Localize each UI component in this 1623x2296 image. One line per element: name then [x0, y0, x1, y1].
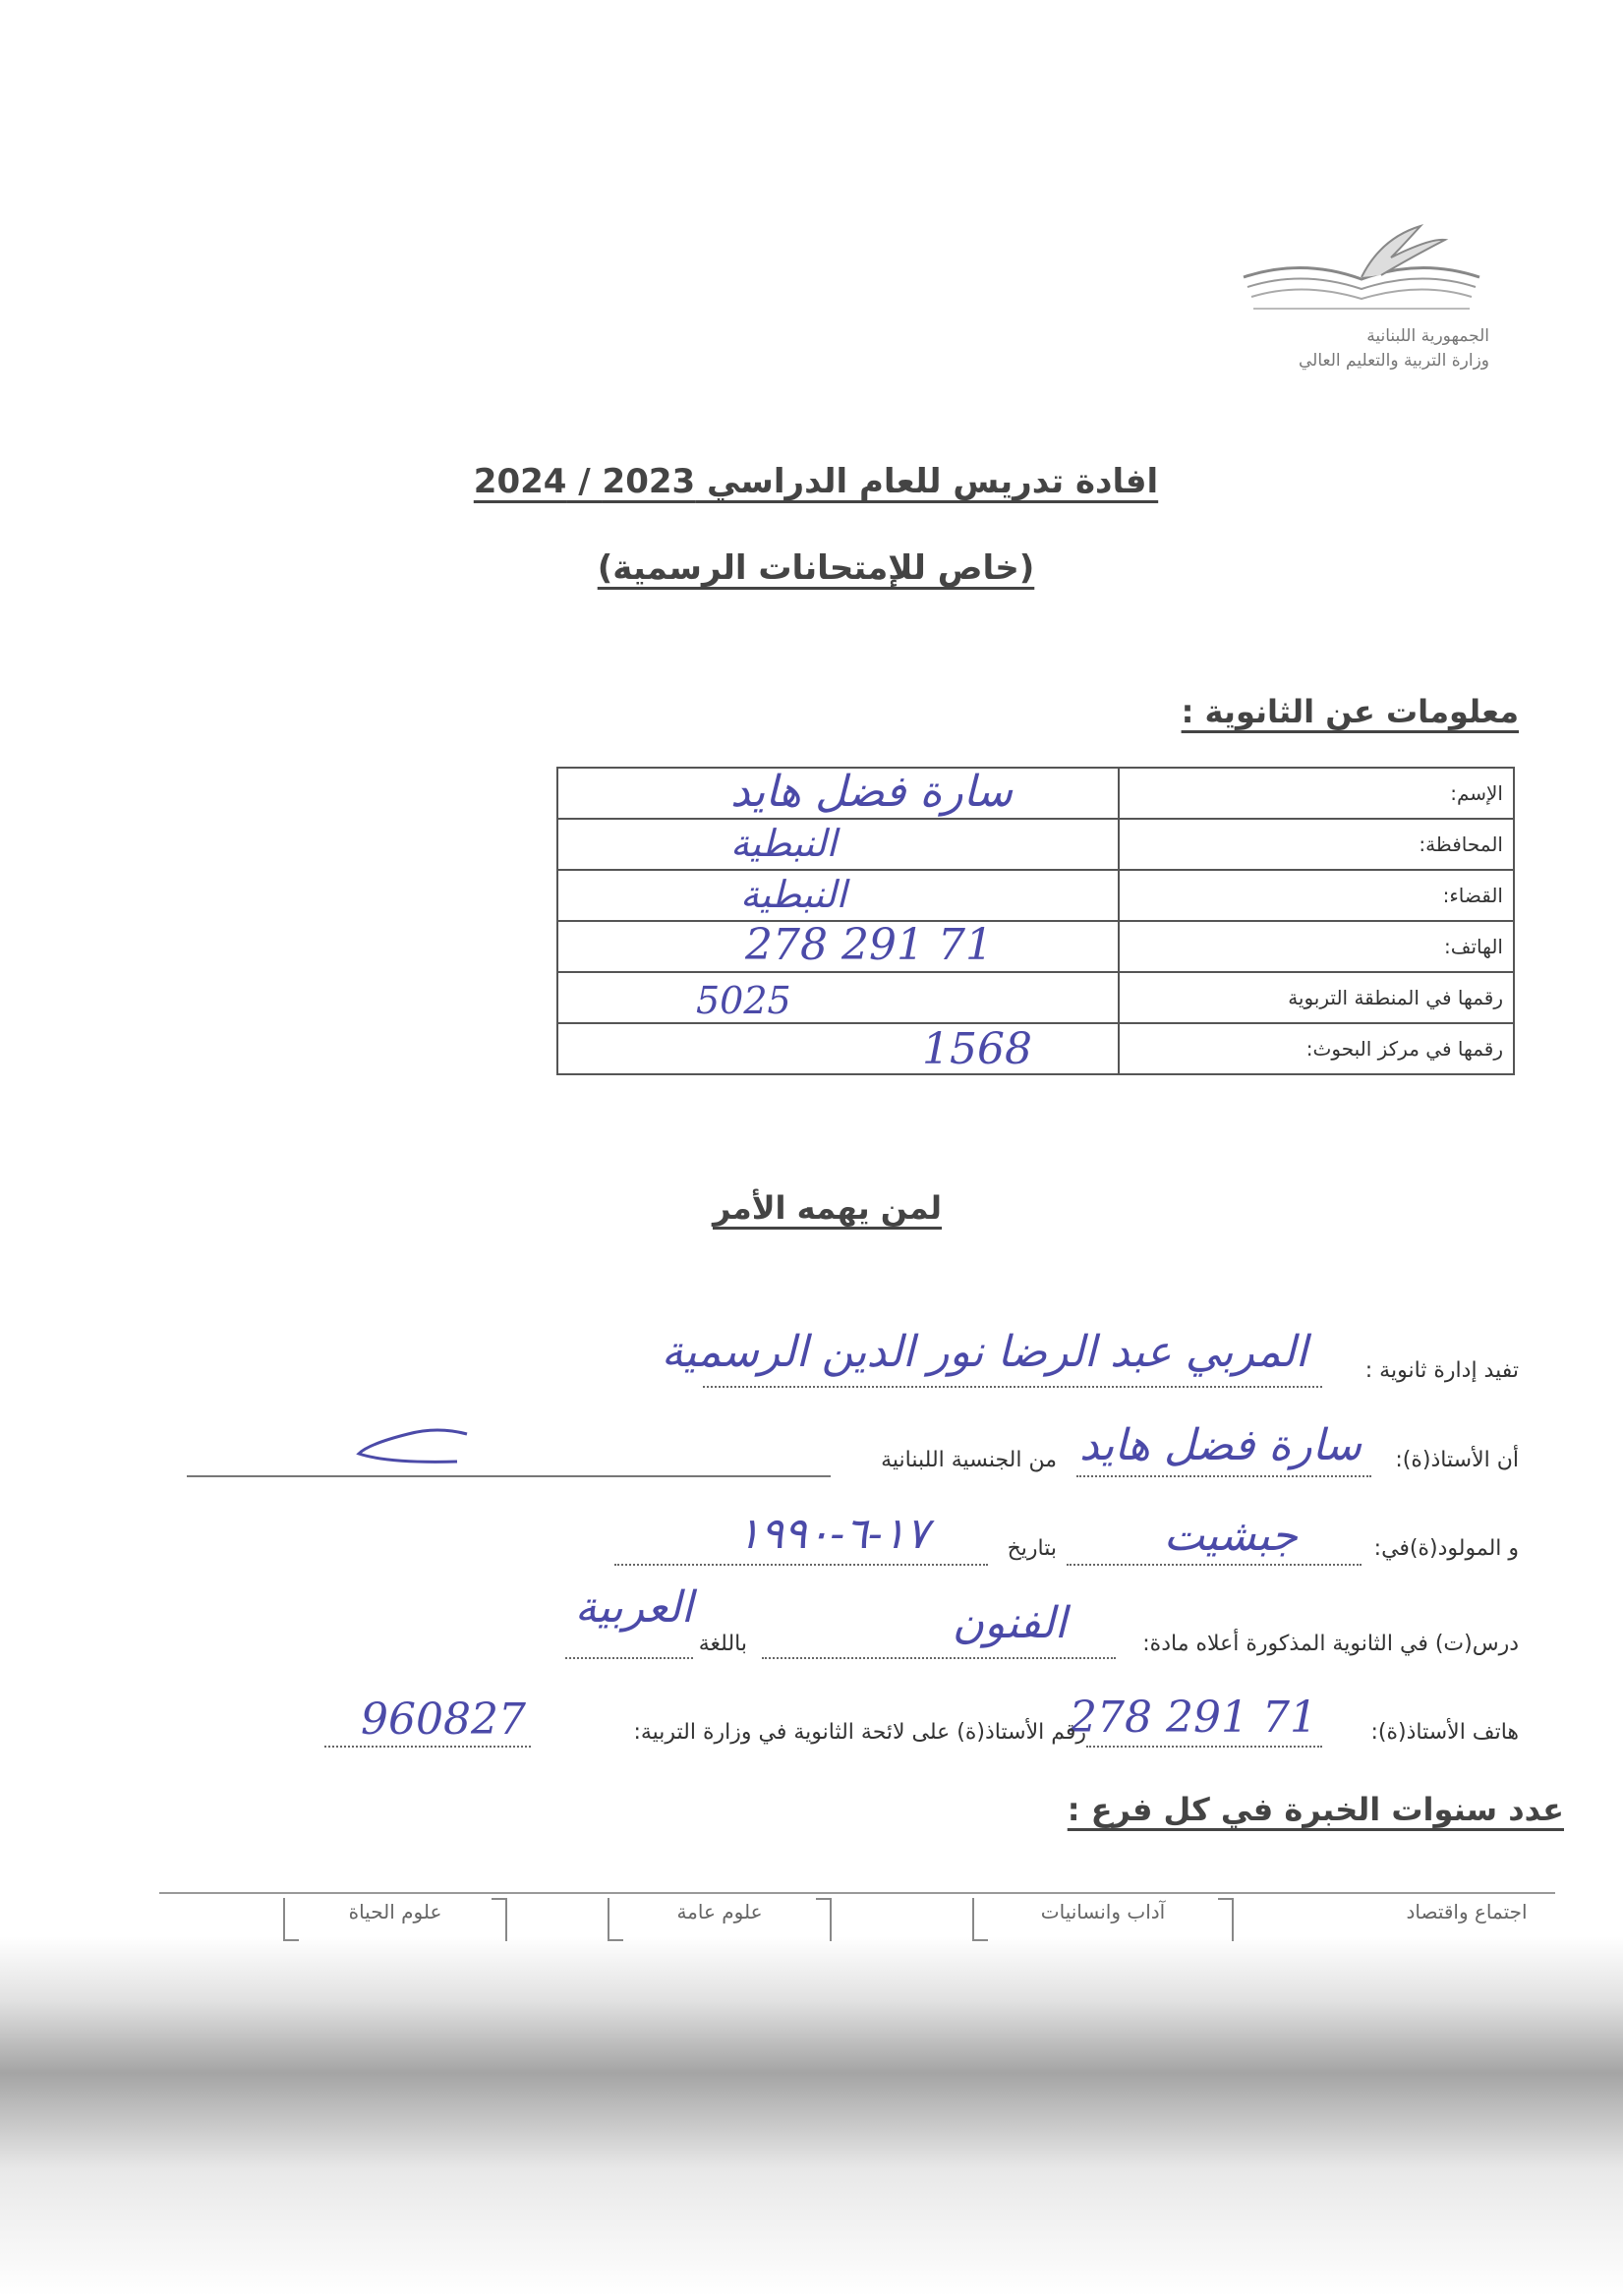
value-governorate — [557, 819, 1119, 870]
value-name — [557, 768, 1119, 819]
ministry-logo — [1234, 218, 1499, 375]
teacher-number-label: رقم الأستاذ(ة) على لائحة الثانوية في وزارة التربية: — [633, 1720, 1086, 1745]
table-row — [557, 768, 1514, 819]
handwritten-birth-date: ١٧-٦-١٩٩٠ — [736, 1509, 929, 1559]
value-phone — [557, 921, 1119, 972]
bracket-right — [816, 1898, 832, 1941]
table-row — [557, 972, 1514, 1023]
certificate-line-teacher — [187, 1420, 1519, 1491]
table-row — [557, 1023, 1514, 1074]
certificate-line-phone — [187, 1693, 1519, 1761]
teacher-phone-label: هاتف الأستاذ(ة): — [1370, 1720, 1519, 1745]
bracket-right — [1218, 1898, 1234, 1941]
language-label: باللغة — [698, 1632, 747, 1656]
label-phone: الهاتف: — [1119, 921, 1514, 972]
certificate-line-subject — [187, 1582, 1519, 1673]
handwritten-phone: 71 291 278 — [745, 920, 993, 970]
table-row — [557, 921, 1514, 972]
branch-label: آداب وانسانيات — [1040, 1900, 1166, 1923]
handwritten-research-number: 1568 — [922, 1024, 1032, 1074]
experience-heading: عدد سنوات الخبرة في كل فرع : — [1067, 1791, 1564, 1828]
dotted-line — [703, 1386, 1322, 1388]
label-research-number: رقمها في مركز البحوث: — [1119, 1023, 1514, 1074]
scan-shadow — [0, 1936, 1623, 2296]
label-name: الإسم: — [1119, 768, 1514, 819]
bracket-left — [608, 1898, 623, 1941]
handwritten-subject: الفنون — [952, 1598, 1067, 1648]
handwritten-region-number: 5025 — [696, 979, 791, 1022]
dotted-line — [1076, 1475, 1371, 1477]
school-info-heading: معلومات عن الثانوية : — [1181, 693, 1519, 730]
handwritten-name: سارة فضل هايد — [730, 767, 1014, 817]
label-region-number: رقمها في المنطقة التربوية — [1119, 972, 1514, 1023]
handwritten-teacher-number: 960827 — [361, 1694, 526, 1745]
bracket-right — [492, 1898, 507, 1941]
page-subtitle: (خاص للإمتحانات الرسمية) — [597, 548, 1035, 588]
solid-line — [187, 1475, 831, 1477]
dotted-line — [614, 1564, 988, 1566]
logo-text-ministry: وزارة التربية والتعليم العالي — [1298, 351, 1489, 371]
born-label: و المولود(ة)في: — [1373, 1536, 1519, 1561]
certificate-line-school — [187, 1327, 1519, 1398]
checkmark-icon — [349, 1424, 477, 1473]
bracket-left — [972, 1898, 988, 1941]
handwritten-teacher-phone: 71 291 278 — [1070, 1693, 1317, 1743]
table-row — [557, 819, 1514, 870]
page-title: افادة تدريس للعام الدراسي 2023 / 2024 — [473, 462, 1159, 501]
teacher-label: أن الأستاذ(ة): — [1395, 1448, 1519, 1472]
dotted-line — [565, 1657, 693, 1659]
handwritten-governorate: النبطية — [730, 822, 838, 865]
dotted-line — [1067, 1564, 1362, 1566]
handwritten-district: النبطية — [740, 873, 847, 916]
label-governorate: المحافظة: — [1119, 819, 1514, 870]
dotted-line — [324, 1746, 531, 1748]
school-info-table — [556, 767, 1515, 1075]
logo-text-republic: الجمهورية اللبنانية — [1366, 326, 1489, 346]
nationality-label: من الجنسية اللبنانية — [881, 1448, 1057, 1472]
branch-label: علوم عامة — [676, 1900, 763, 1923]
handwritten-birthplace: جبشيت — [1163, 1511, 1298, 1561]
label-district: القضاء: — [1119, 870, 1514, 921]
date-label: بتاريخ — [1007, 1536, 1057, 1561]
bracket-left — [283, 1898, 299, 1941]
branch-label: علوم الحياة — [348, 1900, 442, 1923]
handwritten-language: العربية — [574, 1582, 693, 1633]
school-label: تفيد إدارة ثانوية : — [1364, 1358, 1519, 1383]
value-research-number — [557, 1023, 1119, 1074]
subject-label: درس(ت) في الثانوية المذكورة أعلاه مادة: — [1142, 1632, 1519, 1656]
dotted-line — [762, 1657, 1116, 1659]
value-region-number — [557, 972, 1119, 1023]
handwritten-school-name: المربي عبد الرضا نور الدين الرسمية — [661, 1327, 1307, 1377]
to-whom-heading: لمن يهمه الأمر — [713, 1189, 943, 1227]
value-district — [557, 870, 1119, 921]
branch-label: اجتماع واقتصاد — [1406, 1900, 1528, 1923]
table-row — [557, 870, 1514, 921]
dotted-line — [1086, 1746, 1322, 1748]
book-emblem-icon — [1234, 218, 1489, 316]
certificate-line-birth — [187, 1509, 1519, 1579]
handwritten-teacher-name: سارة فضل هايد — [1078, 1420, 1362, 1470]
